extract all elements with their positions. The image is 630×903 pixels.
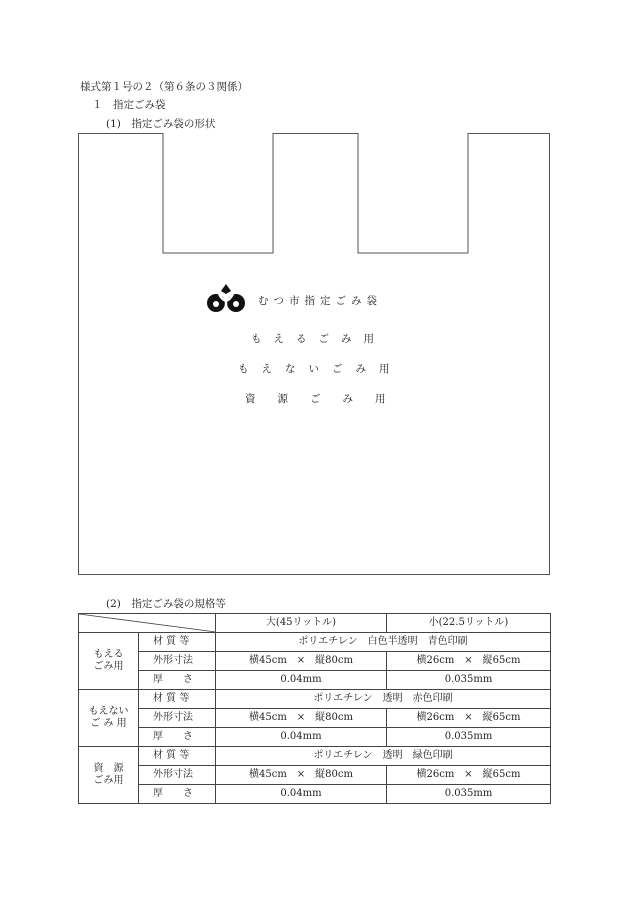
table-row: [79, 690, 551, 709]
attr-thickness: 厚 さ: [139, 728, 216, 747]
thickness-large: 0.04mm: [216, 785, 387, 804]
dimensions-small: 横26cm × 縦65cm: [387, 766, 551, 785]
attr-dimensions: 外形寸法: [139, 709, 216, 728]
table-row: [79, 709, 551, 728]
column-header-large: 大(45リットル): [216, 614, 387, 633]
subsection-spec-heading: (2) 指定ごみ袋の規格等: [106, 598, 226, 610]
attr-material: 材 質 等: [139, 747, 216, 766]
diagonal-line: [79, 614, 216, 632]
material-value: ポリエチレン 透明 緑色印刷: [216, 747, 551, 766]
attr-dimensions: 外形寸法: [139, 766, 216, 785]
thickness-large: 0.04mm: [216, 728, 387, 747]
attr-dimensions: 外形寸法: [139, 652, 216, 671]
group-label-line: ご み 用: [90, 718, 127, 729]
group-label-line: ごみ用: [93, 661, 124, 672]
group-label-burnable: [79, 633, 139, 690]
bag-line-nonburnable: もえないごみ用: [238, 363, 403, 375]
city-emblem-icon: [206, 282, 246, 316]
thickness-large: 0.04mm: [216, 671, 387, 690]
section-heading: １ 指定ごみ袋: [92, 99, 166, 111]
diagonal-header-cell: [79, 614, 216, 633]
bag-diagram: [78, 133, 550, 575]
material-value: ポリエチレン 透明 赤色印刷: [216, 690, 551, 709]
attr-material: 材 質 等: [139, 690, 216, 709]
group-label-line: もえる: [93, 648, 124, 660]
subsection-shape-heading: (1) 指定ごみ袋の形状: [106, 118, 216, 130]
group-label-line: もえない: [88, 705, 129, 717]
table-header-row: [79, 614, 551, 633]
material-value: ポリエチレン 白色半透明 青色印刷: [216, 633, 551, 652]
dimensions-large: 横45cm × 縦80cm: [216, 652, 387, 671]
group-label-line: ごみ用: [93, 775, 124, 786]
table-row: [79, 633, 551, 652]
thickness-small: 0.035mm: [387, 671, 551, 690]
bag-line-recyclable: 資源ごみ用: [245, 393, 408, 405]
table-row: [79, 728, 551, 747]
table-row: [79, 785, 551, 804]
bag-outline: [78, 133, 550, 575]
thickness-small: 0.035mm: [387, 785, 551, 804]
thickness-small: 0.035mm: [387, 728, 551, 747]
dimensions-large: 横45cm × 縦80cm: [216, 709, 387, 728]
group-label-line: 資 源: [93, 762, 124, 774]
table-row: [79, 652, 551, 671]
group-label-nonburnable: [79, 690, 139, 747]
table-row: [79, 747, 551, 766]
dimensions-small: 横26cm × 縦65cm: [387, 709, 551, 728]
bag-title: むつ市指定ごみ袋: [258, 295, 382, 307]
table-row: [79, 766, 551, 785]
attr-thickness: 厚 さ: [139, 785, 216, 804]
dimensions-large: 横45cm × 縦80cm: [216, 766, 387, 785]
bag-line-burnable: もえるごみ用: [251, 333, 386, 345]
attr-thickness: 厚 さ: [139, 671, 216, 690]
form-title: 様式第１号の２（第６条の３関係）: [80, 81, 248, 93]
table-row: [79, 671, 551, 690]
column-header-small: 小(22.5リットル): [387, 614, 551, 633]
dimensions-small: 横26cm × 縦65cm: [387, 652, 551, 671]
group-label-recyclable: [79, 747, 139, 804]
spec-table: [78, 613, 551, 804]
attr-material: 材 質 等: [139, 633, 216, 652]
